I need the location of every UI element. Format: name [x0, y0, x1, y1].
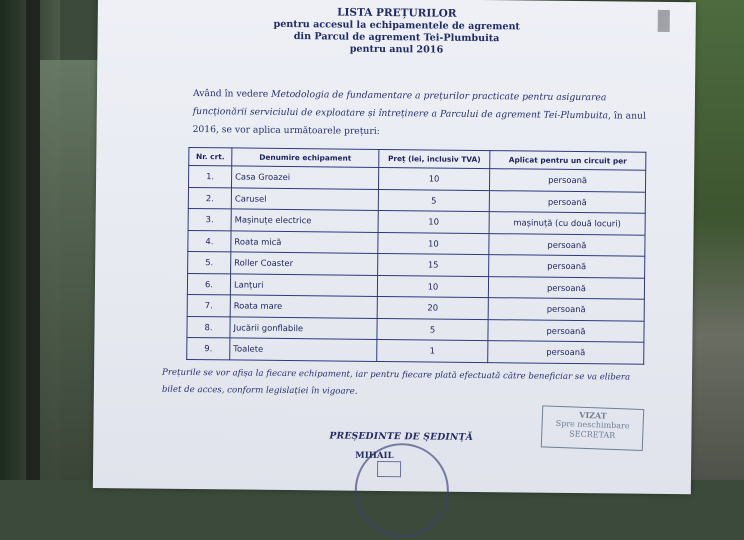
- document-subtitle-2: din Parcul de agrement Tei-Plumbuita: [293, 31, 500, 45]
- row-equipment-name: Toalete: [230, 338, 377, 361]
- row-price: 10: [378, 210, 489, 233]
- row-number: 3.: [188, 208, 231, 230]
- window-pole: [26, 0, 40, 480]
- row-price: 20: [377, 296, 488, 319]
- row-equipment-name: Lanțuri: [230, 273, 377, 296]
- row-unit: persoană: [488, 341, 644, 364]
- header-name: Denumire echipament: [232, 148, 379, 168]
- row-equipment-name: Casa Groazei: [232, 166, 379, 189]
- document-subtitle-3: pentru anul 2016: [349, 43, 444, 56]
- intro-part-1: Având în vedere: [192, 88, 272, 100]
- row-equipment-name: Roata mare: [230, 295, 377, 318]
- row-price: 10: [378, 167, 489, 190]
- intro-paragraph: [193, 85, 654, 144]
- row-number: 1.: [189, 165, 232, 187]
- row-equipment-name: Roller Coaster: [231, 252, 378, 275]
- row-number: 6.: [187, 273, 230, 295]
- document-subtitle-1: pentru accesul la echipamentele de agrement: [273, 18, 520, 33]
- visa-stamp: [541, 405, 644, 451]
- stamp-line-2: Spre neschimbare: [555, 418, 630, 431]
- row-unit: persoană: [489, 169, 645, 192]
- row-equipment-name: Roata mică: [231, 230, 378, 253]
- row-equipment-name: Carusel: [231, 187, 378, 210]
- row-unit: persoană: [488, 298, 644, 321]
- row-price: 15: [378, 253, 489, 276]
- stamp-line-3: SECRETAR: [569, 429, 616, 441]
- row-unit: persoană: [489, 255, 645, 278]
- signature-name: MIHAIL: [355, 450, 394, 462]
- signature-title: PREȘEDINTE DE ȘEDINȚĂ: [329, 430, 473, 443]
- row-number: 7.: [187, 294, 230, 316]
- row-unit: persoană: [489, 233, 645, 256]
- intro-part-2: Metodologia de fundamentare a prețurilor practicate pentru asigurarea funcționării serviciului de exploatare și întreținere a Parcului de agrement Tei-Plumbuita: [192, 88, 609, 122]
- row-equipment-name: Mașinuțe electrice: [231, 209, 378, 232]
- table-row: [187, 337, 644, 363]
- header-price: Preț (lei, inclusiv TVA): [379, 149, 490, 168]
- stamp-line-1: VIZAT: [579, 409, 607, 421]
- row-number: 2.: [188, 187, 231, 209]
- header-nr: Nr. crt.: [189, 147, 232, 165]
- row-price: 1: [377, 339, 488, 362]
- row-unit: persoană: [488, 276, 644, 299]
- background-right-foliage: [690, 0, 744, 480]
- row-price: 10: [377, 275, 488, 298]
- row-number: 5.: [188, 251, 231, 273]
- row-number: 4.: [188, 230, 231, 252]
- row-unit: mașinuță (cu două locuri): [489, 212, 645, 235]
- header-unit: Aplicat pentru un circuit per: [490, 151, 646, 171]
- row-unit: persoană: [489, 190, 645, 213]
- seal-emblem-icon: [377, 461, 401, 477]
- row-price: 10: [378, 232, 489, 255]
- row-number: 8.: [187, 316, 230, 338]
- price-list-paper: [93, 0, 696, 494]
- footer-note: Prețurile se vor afișa la fiecare echipament, iar pentru fiecare plată efectuată către beneficiar se va elibera bilet de acces, conform legislației în vigoare.: [161, 367, 631, 397]
- row-number: 9.: [187, 337, 230, 359]
- row-unit: persoană: [488, 319, 644, 342]
- row-price: 5: [377, 318, 488, 341]
- row-price: 5: [378, 189, 489, 212]
- document-title: LISTA PREȚURILOR: [337, 6, 457, 20]
- row-equipment-name: Jucării gonflabile: [230, 316, 377, 339]
- intro-part-3: , în anul 2016, se vor aplica următoarele prețuri:: [192, 110, 646, 137]
- price-table: [186, 147, 646, 364]
